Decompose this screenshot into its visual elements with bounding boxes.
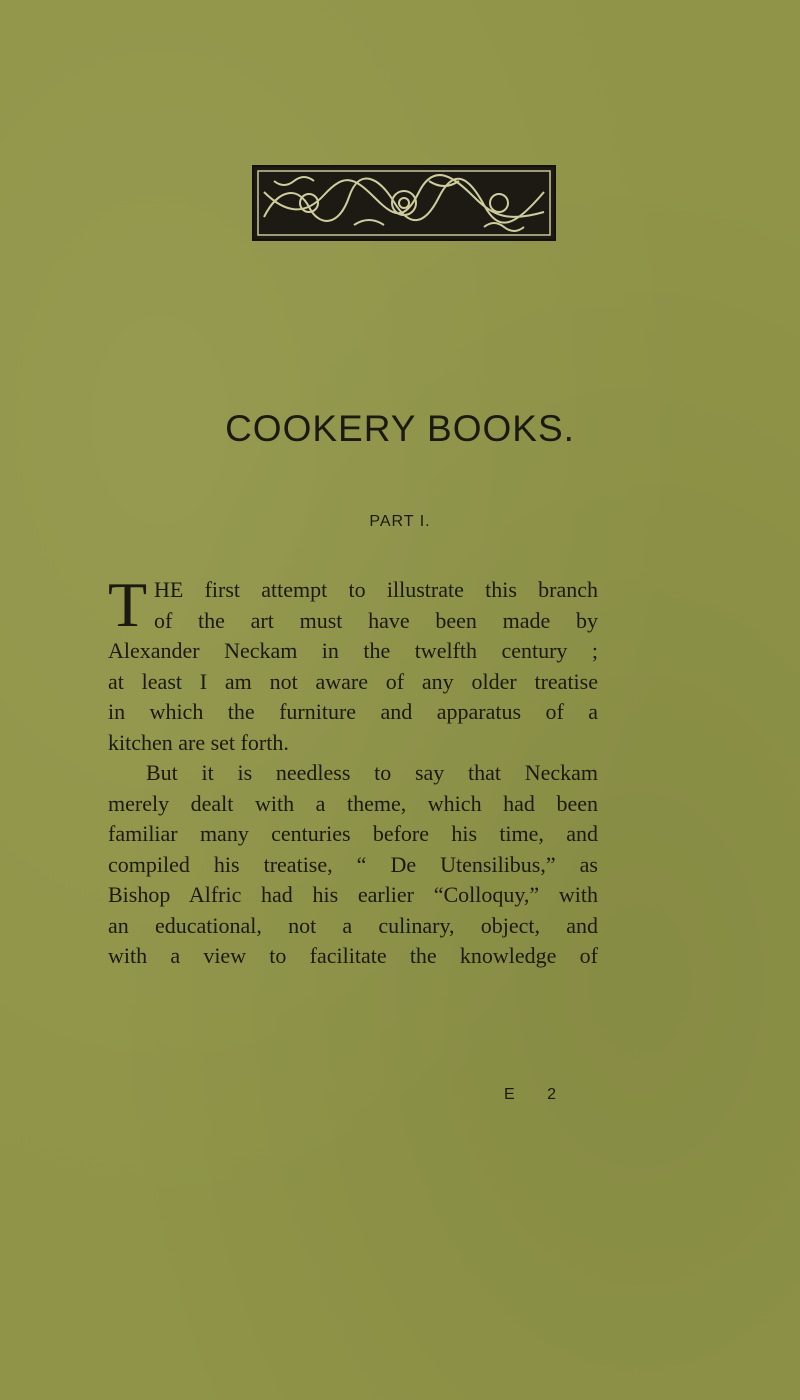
text-line: kitchen are set forth. — [108, 729, 289, 755]
body-text — [108, 569, 598, 972]
text-line: merely dealt with a theme, which had been — [108, 790, 598, 816]
text-line: in which the furniture and apparatus of a — [108, 699, 598, 724]
text-line: compiled his treatise, “ De Utensilibus,” as — [108, 851, 598, 877]
drop-cap: T — [108, 569, 148, 640]
part-heading: PART I. — [369, 513, 431, 530]
signature-mark: E 2 — [504, 1086, 571, 1103]
decorative-headpiece — [252, 165, 556, 241]
text-line: Alexander Neckam in the twelfth century ; — [108, 638, 598, 663]
opening-paragraph — [108, 569, 598, 640]
text-line: with a view to facilitate the knowledge of — [108, 943, 598, 968]
text-line: But it is needless to say that Neckam — [146, 760, 598, 785]
text-line: at least I am not aware of any older treatise — [108, 668, 598, 694]
text-line: of the art must have been made by — [154, 607, 598, 633]
text-line: an educational, not a culinary, object, and — [108, 912, 598, 938]
text-line: Bishop Alfric had his earlier “Colloquy,” with — [108, 882, 598, 907]
chapter-title: COOKERY BOOKS. — [225, 408, 575, 449]
ornament-pattern-icon — [254, 167, 554, 239]
text-line: HE first attempt to illustrate this branch — [154, 577, 598, 602]
text-line: familiar many centuries before his time, and — [108, 821, 598, 846]
